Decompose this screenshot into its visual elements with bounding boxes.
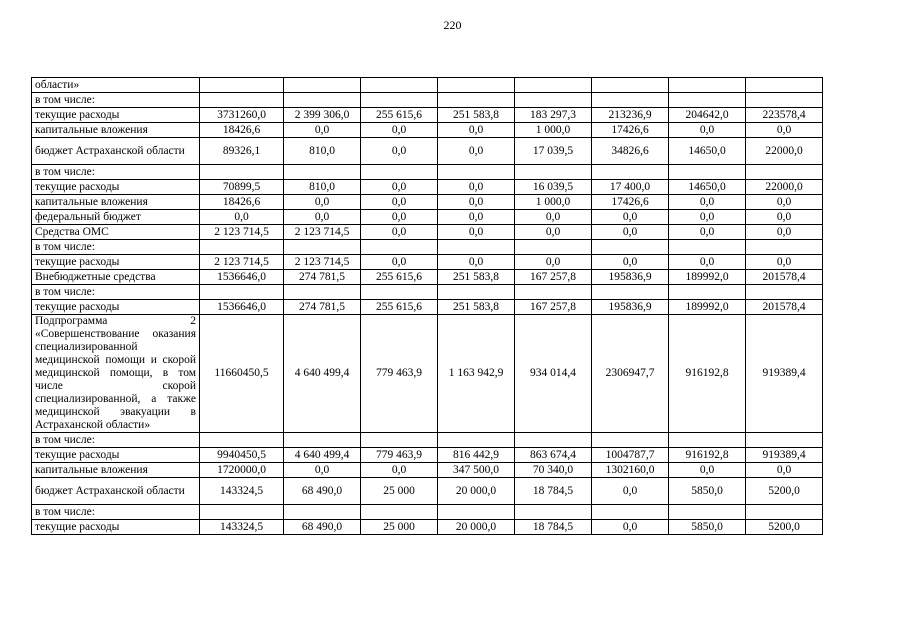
cell-value: 167 257,8 xyxy=(515,270,592,285)
table-row xyxy=(32,463,823,478)
cell-value xyxy=(438,433,515,448)
cell-value: 143324,5 xyxy=(200,520,284,535)
row-label: бюджет Астраханской области xyxy=(32,478,200,505)
row-label: в том числе: xyxy=(32,93,200,108)
cell-value: 1536646,0 xyxy=(200,300,284,315)
cell-value: 0,0 xyxy=(361,195,438,210)
cell-value: 816 442,9 xyxy=(438,448,515,463)
cell-value: 183 297,3 xyxy=(515,108,592,123)
table-row xyxy=(32,448,823,463)
cell-value xyxy=(515,505,592,520)
cell-value: 17426,6 xyxy=(592,195,669,210)
table-row xyxy=(32,433,823,448)
row-label: в том числе: xyxy=(32,433,200,448)
cell-value: 1536646,0 xyxy=(200,270,284,285)
cell-value xyxy=(592,240,669,255)
cell-value: 5850,0 xyxy=(669,520,746,535)
cell-value xyxy=(746,93,823,108)
cell-value: 0,0 xyxy=(361,463,438,478)
cell-value: 916192,8 xyxy=(669,315,746,433)
cell-value: 0,0 xyxy=(361,138,438,165)
cell-value: 0,0 xyxy=(592,478,669,505)
cell-value: 0,0 xyxy=(284,123,361,138)
cell-value: 0,0 xyxy=(361,255,438,270)
cell-value: 0,0 xyxy=(669,255,746,270)
cell-value: 1720000,0 xyxy=(200,463,284,478)
cell-value xyxy=(284,78,361,93)
cell-value: 0,0 xyxy=(592,210,669,225)
cell-value xyxy=(361,165,438,180)
cell-value: 255 615,6 xyxy=(361,300,438,315)
cell-value xyxy=(592,165,669,180)
table-row xyxy=(32,315,823,433)
table-row xyxy=(32,255,823,270)
row-label: текущие расходы xyxy=(32,520,200,535)
cell-value xyxy=(200,240,284,255)
cell-value: 779 463,9 xyxy=(361,448,438,463)
cell-value xyxy=(284,165,361,180)
table-row xyxy=(32,478,823,505)
cell-value: 919389,4 xyxy=(746,315,823,433)
cell-value xyxy=(669,78,746,93)
cell-value xyxy=(515,93,592,108)
cell-value: 14650,0 xyxy=(669,180,746,195)
row-label: бюджет Астраханской области xyxy=(32,138,200,165)
cell-value: 22000,0 xyxy=(746,138,823,165)
cell-value: 0,0 xyxy=(438,123,515,138)
cell-value xyxy=(592,285,669,300)
table-row xyxy=(32,285,823,300)
cell-value: 0,0 xyxy=(746,225,823,240)
cell-value: 2306947,7 xyxy=(592,315,669,433)
row-label: области» xyxy=(32,78,200,93)
table-row xyxy=(32,300,823,315)
cell-value xyxy=(284,93,361,108)
cell-value: 0,0 xyxy=(746,195,823,210)
cell-value: 2 399 306,0 xyxy=(284,108,361,123)
row-label: Внебюджетные средства xyxy=(32,270,200,285)
cell-value xyxy=(361,240,438,255)
page-number: 220 xyxy=(443,18,462,32)
row-label: в том числе: xyxy=(32,285,200,300)
cell-value: 1 000,0 xyxy=(515,195,592,210)
cell-value: 0,0 xyxy=(438,255,515,270)
cell-value: 0,0 xyxy=(361,123,438,138)
cell-value xyxy=(438,505,515,520)
row-label: текущие расходы xyxy=(32,180,200,195)
cell-value: 9940450,5 xyxy=(200,448,284,463)
cell-value: 2 123 714,5 xyxy=(200,225,284,240)
cell-value xyxy=(438,240,515,255)
cell-value: 34826,6 xyxy=(592,138,669,165)
cell-value: 0,0 xyxy=(669,123,746,138)
cell-value xyxy=(746,78,823,93)
cell-value xyxy=(515,78,592,93)
cell-value: 919389,4 xyxy=(746,448,823,463)
row-label: текущие расходы xyxy=(32,448,200,463)
table-row xyxy=(32,225,823,240)
cell-value: 3731260,0 xyxy=(200,108,284,123)
table-row xyxy=(32,93,823,108)
cell-value: 5200,0 xyxy=(746,478,823,505)
cell-value: 4 640 499,4 xyxy=(284,315,361,433)
cell-value: 14650,0 xyxy=(669,138,746,165)
table-row xyxy=(32,270,823,285)
table-row xyxy=(32,123,823,138)
cell-value xyxy=(592,78,669,93)
cell-value: 70 340,0 xyxy=(515,463,592,478)
cell-value: 274 781,5 xyxy=(284,300,361,315)
cell-value: 0,0 xyxy=(438,210,515,225)
cell-value: 22000,0 xyxy=(746,180,823,195)
cell-value xyxy=(515,240,592,255)
cell-value: 0,0 xyxy=(284,210,361,225)
cell-value: 18426,6 xyxy=(200,123,284,138)
cell-value: 0,0 xyxy=(669,225,746,240)
cell-value: 0,0 xyxy=(592,520,669,535)
row-label: в том числе: xyxy=(32,505,200,520)
cell-value: 0,0 xyxy=(592,255,669,270)
cell-value: 251 583,8 xyxy=(438,108,515,123)
cell-value: 274 781,5 xyxy=(284,270,361,285)
cell-value: 70899,5 xyxy=(200,180,284,195)
cell-value: 25 000 xyxy=(361,478,438,505)
cell-value: 167 257,8 xyxy=(515,300,592,315)
cell-value: 0,0 xyxy=(200,210,284,225)
cell-value xyxy=(669,165,746,180)
cell-value xyxy=(438,165,515,180)
cell-value: 0,0 xyxy=(515,255,592,270)
table-row xyxy=(32,78,823,93)
cell-value xyxy=(200,505,284,520)
cell-value: 2 123 714,5 xyxy=(284,255,361,270)
table-row xyxy=(32,138,823,165)
cell-value: 0,0 xyxy=(592,225,669,240)
budget-table xyxy=(31,77,823,535)
cell-value: 255 615,6 xyxy=(361,270,438,285)
cell-value: 189992,0 xyxy=(669,270,746,285)
cell-value: 0,0 xyxy=(746,463,823,478)
cell-value xyxy=(669,285,746,300)
cell-value: 0,0 xyxy=(361,225,438,240)
cell-value: 189992,0 xyxy=(669,300,746,315)
cell-value: 201578,4 xyxy=(746,300,823,315)
cell-value xyxy=(746,165,823,180)
cell-value: 17426,6 xyxy=(592,123,669,138)
cell-value xyxy=(515,285,592,300)
cell-value xyxy=(361,78,438,93)
cell-value: 195836,9 xyxy=(592,270,669,285)
cell-value xyxy=(592,433,669,448)
table-row xyxy=(32,210,823,225)
budget-table-body xyxy=(32,78,823,535)
cell-value xyxy=(746,433,823,448)
cell-value: 20 000,0 xyxy=(438,478,515,505)
cell-value xyxy=(669,505,746,520)
cell-value: 18 784,5 xyxy=(515,478,592,505)
cell-value xyxy=(438,93,515,108)
cell-value: 201578,4 xyxy=(746,270,823,285)
cell-value: 5200,0 xyxy=(746,520,823,535)
cell-value xyxy=(592,505,669,520)
cell-value: 1004787,7 xyxy=(592,448,669,463)
cell-value xyxy=(200,285,284,300)
row-label: Средства ОМС xyxy=(32,225,200,240)
cell-value: 0,0 xyxy=(438,225,515,240)
cell-value: 810,0 xyxy=(284,138,361,165)
cell-value: 0,0 xyxy=(746,255,823,270)
row-label: текущие расходы xyxy=(32,300,200,315)
cell-value: 0,0 xyxy=(284,195,361,210)
cell-value: 204642,0 xyxy=(669,108,746,123)
cell-value: 0,0 xyxy=(746,210,823,225)
cell-value: 18426,6 xyxy=(200,195,284,210)
row-label: капитальные вложения xyxy=(32,123,200,138)
cell-value: 17 039,5 xyxy=(515,138,592,165)
row-label: Подпрограмма 2 «Совершенствование оказания специализированной медицинской помощи и скорой медицинской помощи, в том числе скорой специализированной, а также медицинской эвакуации в Астраханской области» xyxy=(32,315,200,433)
cell-value: 347 500,0 xyxy=(438,463,515,478)
cell-value: 143324,5 xyxy=(200,478,284,505)
cell-value xyxy=(284,505,361,520)
cell-value xyxy=(200,93,284,108)
table-row xyxy=(32,240,823,255)
cell-value: 916192,8 xyxy=(669,448,746,463)
cell-value xyxy=(284,240,361,255)
cell-value: 0,0 xyxy=(669,195,746,210)
cell-value: 1302160,0 xyxy=(592,463,669,478)
cell-value: 16 039,5 xyxy=(515,180,592,195)
cell-value xyxy=(592,93,669,108)
cell-value xyxy=(746,240,823,255)
table-row xyxy=(32,520,823,535)
cell-value xyxy=(284,285,361,300)
cell-value xyxy=(361,93,438,108)
cell-value: 0,0 xyxy=(515,210,592,225)
cell-value xyxy=(200,165,284,180)
cell-value: 68 490,0 xyxy=(284,478,361,505)
cell-value: 5850,0 xyxy=(669,478,746,505)
cell-value xyxy=(200,433,284,448)
cell-value xyxy=(361,505,438,520)
cell-value xyxy=(200,78,284,93)
cell-value xyxy=(284,433,361,448)
cell-value xyxy=(669,433,746,448)
table-row xyxy=(32,108,823,123)
cell-value: 0,0 xyxy=(438,180,515,195)
row-label: капитальные вложения xyxy=(32,463,200,478)
cell-value: 0,0 xyxy=(361,210,438,225)
table-row xyxy=(32,195,823,210)
cell-value xyxy=(746,505,823,520)
cell-value: 25 000 xyxy=(361,520,438,535)
cell-value: 779 463,9 xyxy=(361,315,438,433)
cell-value xyxy=(669,240,746,255)
cell-value: 810,0 xyxy=(284,180,361,195)
cell-value: 0,0 xyxy=(515,225,592,240)
cell-value xyxy=(361,433,438,448)
cell-value: 2 123 714,5 xyxy=(200,255,284,270)
cell-value: 1 000,0 xyxy=(515,123,592,138)
cell-value xyxy=(515,433,592,448)
cell-value: 934 014,4 xyxy=(515,315,592,433)
cell-value: 0,0 xyxy=(438,195,515,210)
row-label: капитальные вложения xyxy=(32,195,200,210)
cell-value: 1 163 942,9 xyxy=(438,315,515,433)
cell-value: 0,0 xyxy=(438,138,515,165)
cell-value: 0,0 xyxy=(669,463,746,478)
row-label: в том числе: xyxy=(32,165,200,180)
cell-value xyxy=(438,285,515,300)
row-label: федеральный бюджет xyxy=(32,210,200,225)
row-label: в том числе: xyxy=(32,240,200,255)
cell-value: 68 490,0 xyxy=(284,520,361,535)
cell-value: 0,0 xyxy=(746,123,823,138)
cell-value: 223578,4 xyxy=(746,108,823,123)
cell-value xyxy=(361,285,438,300)
cell-value: 213236,9 xyxy=(592,108,669,123)
table-row xyxy=(32,505,823,520)
cell-value: 20 000,0 xyxy=(438,520,515,535)
cell-value: 18 784,5 xyxy=(515,520,592,535)
row-label: текущие расходы xyxy=(32,108,200,123)
cell-value: 251 583,8 xyxy=(438,270,515,285)
cell-value xyxy=(669,93,746,108)
cell-value: 0,0 xyxy=(361,180,438,195)
table-row xyxy=(32,165,823,180)
cell-value: 863 674,4 xyxy=(515,448,592,463)
cell-value: 0,0 xyxy=(669,210,746,225)
cell-value: 11660450,5 xyxy=(200,315,284,433)
row-label: текущие расходы xyxy=(32,255,200,270)
cell-value: 251 583,8 xyxy=(438,300,515,315)
cell-value xyxy=(515,165,592,180)
cell-value: 2 123 714,5 xyxy=(284,225,361,240)
cell-value xyxy=(438,78,515,93)
cell-value xyxy=(746,285,823,300)
cell-value: 195836,9 xyxy=(592,300,669,315)
table-row xyxy=(32,180,823,195)
cell-value: 89326,1 xyxy=(200,138,284,165)
cell-value: 0,0 xyxy=(284,463,361,478)
cell-value: 17 400,0 xyxy=(592,180,669,195)
cell-value: 4 640 499,4 xyxy=(284,448,361,463)
cell-value: 255 615,6 xyxy=(361,108,438,123)
